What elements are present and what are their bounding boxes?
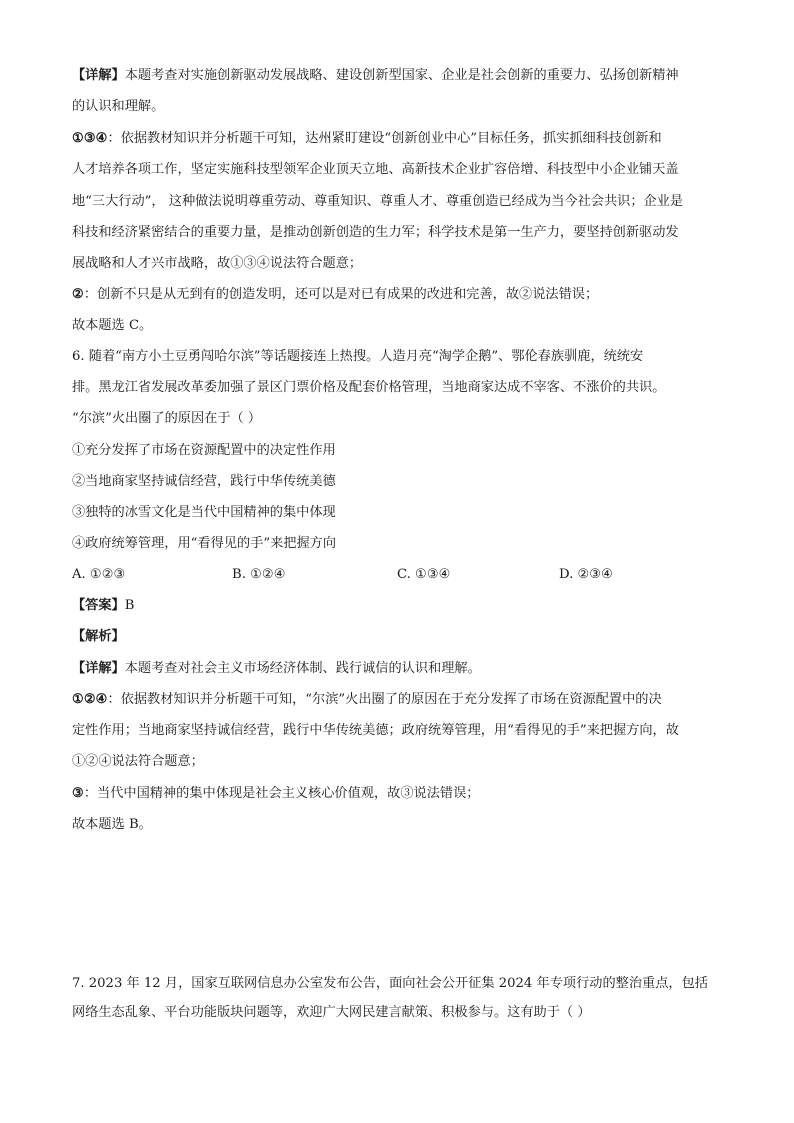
q7-stem-line-1: 7. 2023 年 12 月，国家互联网信息办公室发布公告，面向社会公开征集 2024 年专项行动的整治重点，包括 — [72, 976, 708, 991]
q5-detail-label: 【详解】 — [72, 68, 125, 83]
q6-answer-label: 【答案】 — [72, 598, 125, 613]
q6-option-d: D. ②③④ — [559, 567, 613, 582]
q7-stem-line-2: 网络生态乱象、平台功能版块问题等，欢迎广大网民建言献策、积极参与。这有助于（ ） — [72, 1005, 591, 1020]
q5-p1-line-4: 科技和经济紧密结合的重要力量，是推动创新创造的生力军；科学技术是第一生产力，要坚持创新驱动发 — [72, 225, 679, 240]
q6-p1-line-3: ①②④说法符合题意； — [72, 754, 204, 769]
q5-p2-line — [72, 285, 732, 305]
q5-p2-text: ：创新不只是从无到有的创造发明，还可以是对已有成果的改进和完善，故②说法错误； — [83, 287, 599, 302]
q6-p1-line-2: 定性作用；当地商家坚持诚信经营，践行中华传统美德；政府统筹管理，用“看得见的手”来把握方向，故 — [72, 723, 679, 738]
q6-p2-line — [72, 784, 732, 804]
q6-p2-mark: ③ — [72, 786, 84, 801]
q5-p1-line-2: 人才培养各项工作，坚定实施科技型领军企业顶天立地、高新技术企业扩容倍增、科技型中小企业铺天盖 — [72, 162, 679, 177]
q6-p2-text: ：当代中国精神的集中体现是社会主义核心价值观，故③说法错误； — [83, 786, 480, 801]
q5-detail-line-2: 的认识和理解。 — [72, 99, 165, 114]
q6-p1-line-1 — [72, 690, 732, 710]
q5-p1-line-1 — [72, 129, 732, 149]
q6-option-a: A. ①②③ — [72, 567, 126, 582]
q6-item-3: ③独特的冰雪文化是当代中国精神的集中体现 — [72, 505, 336, 520]
q6-conclusion: 故本题选 B。 — [72, 817, 152, 832]
q6-stem-line-1: 6. 随着“南方小土豆勇闯哈尔滨”等话题接连上热搜。人造月亮“淘学企鹅”、鄂伦春族驯鹿，统统安 — [72, 349, 644, 364]
q6-answer-value: B — [124, 598, 135, 613]
q6-option-b: B. ①②④ — [232, 567, 286, 582]
q6-stem-line-3: “尔滨”火出圈了的原因在于（ ） — [72, 411, 262, 426]
q6-detail-label: 【详解】 — [72, 661, 125, 676]
q5-p1-marks: ①③④ — [72, 131, 108, 146]
q5-conclusion: 故本题选 C。 — [72, 318, 153, 333]
q5-p1-line-5: 展战略和人才兴市战略，故①③④说法符合题意； — [72, 256, 363, 271]
q6-item-1: ①充分发挥了市场在资源配置中的决定性作用 — [72, 443, 336, 458]
q6-options — [72, 565, 732, 585]
q5-p1-line-3: 地“三大行动”， 这种做法说明尊重劳动、尊重知识、尊重人才、尊重创造已经成为当今社会共识；企业是 — [72, 194, 684, 209]
q6-answer-line — [72, 596, 732, 616]
q5-detail-line-1 — [72, 66, 732, 86]
q6-p1-marks: ①②④ — [72, 692, 108, 707]
q5-detail-text: 本题考查对实施创新驱动发展战略、建设创新型国家、企业是社会创新的重要力、弘扬创新精神 — [124, 68, 679, 83]
q6-detail-text: 本题考查对社会主义市场经济体制、践行诚信的认识和理解。 — [124, 661, 481, 676]
q6-p1-text-1: ：依据教材知识并分析题干可知，“尔滨”火出圈了的原因在于充分发挥了市场在资源配置中的决 — [107, 692, 662, 707]
q5-p2-mark: ② — [72, 287, 84, 302]
q6-detail-line — [72, 659, 732, 679]
q6-stem-line-2: 排。黑龙江省发展改革委加强了景区门票价格及配套价格管理，当地商家达成不宰客、不涨价的共识。 — [72, 380, 666, 395]
q6-analysis-label: 【解析】 — [72, 629, 125, 644]
q6-item-4: ④政府统筹管理，用“看得见的手”来把握方向 — [72, 536, 337, 551]
q6-item-2: ②当地商家坚持诚信经营，践行中华传统美德 — [72, 474, 336, 489]
q5-p1-text-1: ：依据教材知识并分析题干可知，达州紧盯建设“创新创业中心”目标任务，抓实抓细科技创新和 — [107, 131, 662, 146]
q6-option-c: C. ①③④ — [397, 567, 451, 582]
